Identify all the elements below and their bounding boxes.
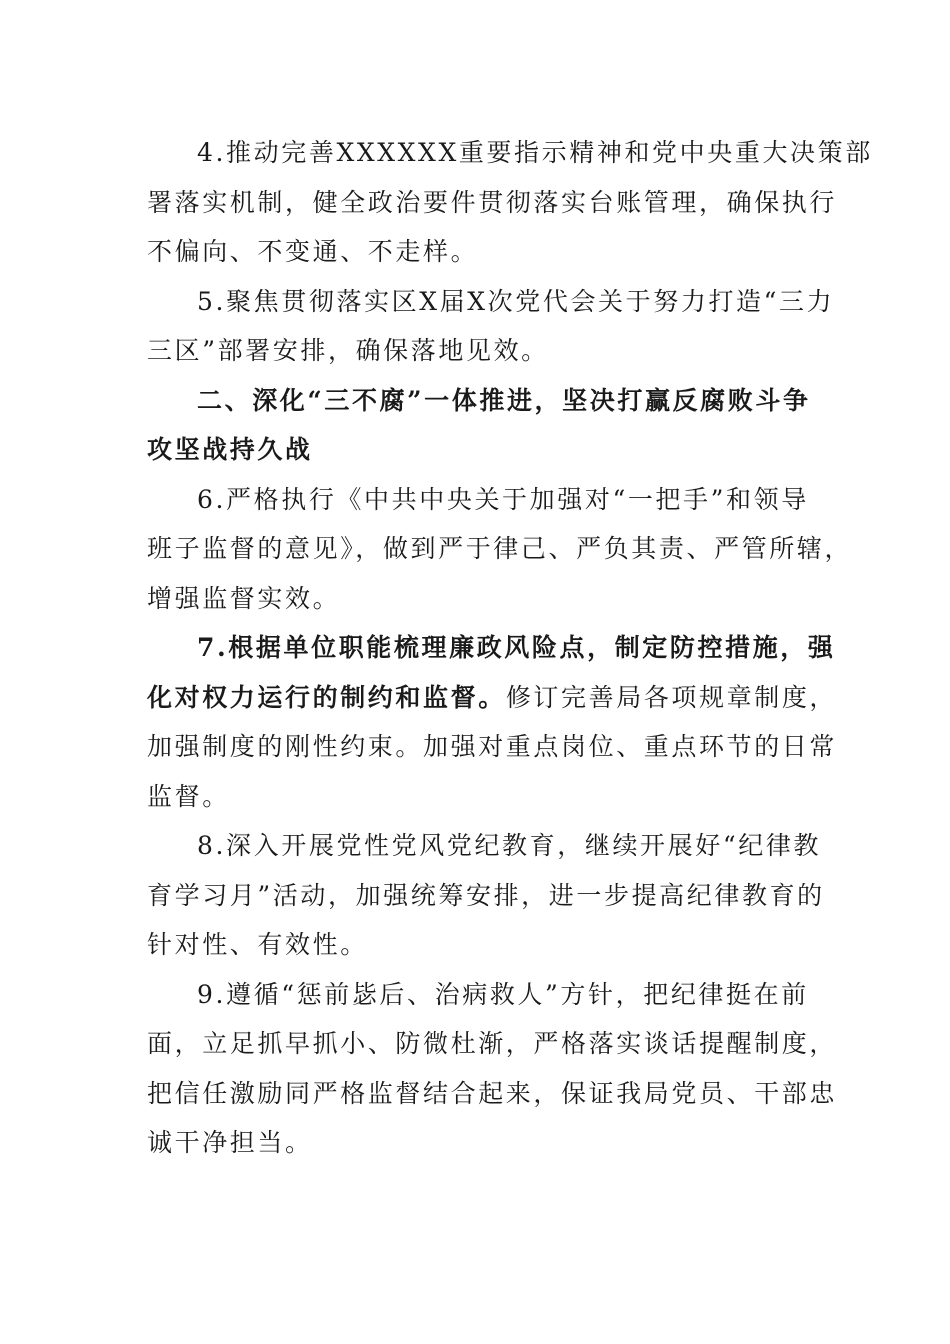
- paragraph-line: 6.严格执行《中共中央关于加强对“一把手”和领导: [197, 484, 809, 514]
- paragraph-line: 5.聚焦贯彻落实区X届X次党代会关于努力打造“三力: [197, 286, 835, 316]
- document-page: [147, 128, 873, 1168]
- paragraph-line: 增强监督实效。: [147, 583, 341, 613]
- emphasis-text: 化对权力运行的制约和监督。: [147, 682, 506, 712]
- paragraph-item-7: [147, 623, 838, 821]
- paragraph-line: 不偏向、不变通、不走样。: [147, 237, 479, 266]
- paragraph-line: 针对性、有效性。: [147, 930, 368, 959]
- paragraph-line: 署落实机制，健全政治要件贯彻落实台账管理，确保执行: [147, 187, 838, 217]
- paragraph-item-5: [147, 277, 835, 376]
- heading-line: 攻坚战持久战: [147, 435, 313, 464]
- paragraph-line: 班子监督的意见》，做到严于律己、严负其责、严管所辖，: [147, 534, 853, 563]
- section-heading-2: [147, 376, 811, 475]
- paragraph-line: 三区”部署安排，确保落地见效。: [147, 336, 549, 365]
- paragraph-line: 面，立足抓早抓小、防微杜渐，严格落实谈话提醒制度，: [147, 1029, 838, 1058]
- paragraph-line: 8.深入开展党性党风党纪教育，继续开展好“纪律教: [197, 831, 822, 860]
- paragraph-line: 4.推动完善XXXXXX重要指示精神和党中央重大决策部: [197, 138, 873, 167]
- paragraph-line: 诚干净担当。: [147, 1128, 313, 1157]
- heading-line: 二、深化“三不腐”一体推进，坚决打赢反腐败斗争: [197, 385, 811, 415]
- paragraph-item-9: [147, 970, 838, 1168]
- paragraph-item-8: [147, 821, 825, 970]
- paragraph-line: 加强制度的刚性约束。加强对重点岗位、重点环节的日常: [147, 732, 838, 761]
- paragraph-item-6: [147, 475, 853, 624]
- regular-text: 修订完善局各项规章制度，: [505, 682, 838, 712]
- paragraph-line: 育学习月”活动，加强统筹安排，进一步提高纪律教育的: [147, 880, 825, 910]
- paragraph-line: 监督。: [147, 781, 230, 811]
- paragraph-line-bold: 7.根据单位职能梳理廉政风险点，制定防控措施，强: [197, 633, 836, 662]
- paragraph-line: 把信任激励同严格监督结合起来，保证我局党员、干部忠: [147, 1078, 838, 1108]
- paragraph-item-4: [147, 128, 873, 277]
- paragraph-line-mixed: [147, 673, 838, 723]
- paragraph-line: 9.遵循“惩前毖后、治病救人”方针，把纪律挺在前: [197, 979, 809, 1009]
